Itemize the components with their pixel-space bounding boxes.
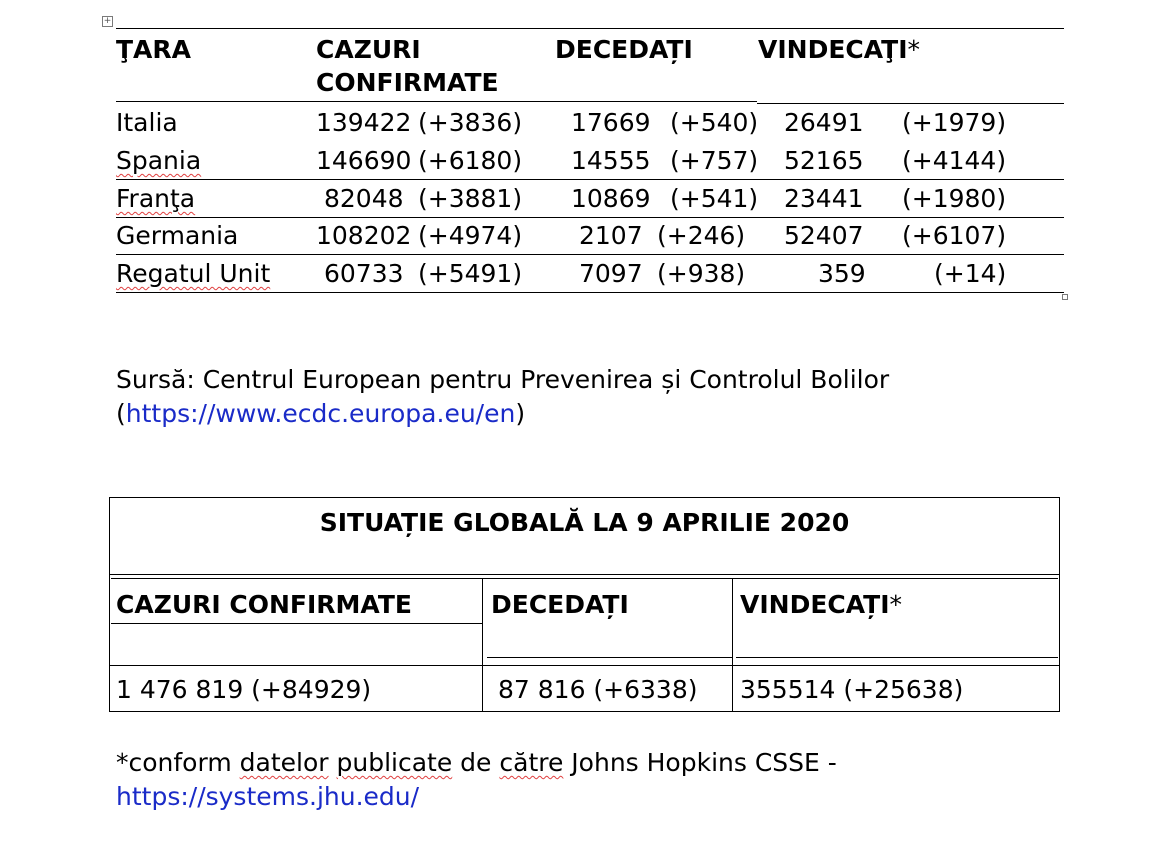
row-deaths-delta: (+246) — [657, 221, 746, 250]
header-deaths: DECEDAȚI — [491, 590, 629, 619]
row-deaths: 2107 — [579, 221, 643, 250]
column-border — [482, 578, 483, 711]
row-cases-delta: (+5491) — [418, 259, 523, 288]
row-recovered-delta: (+6107) — [902, 221, 1007, 250]
row-cases-delta: (+6180) — [418, 146, 523, 175]
row-recovered: 359 — [818, 259, 866, 288]
footnote-text: *conform datelor publicate de către Johns Hopkins CSSE - — [116, 748, 837, 777]
row-recovered-delta: (+14) — [934, 259, 1007, 288]
title-border — [111, 578, 1058, 579]
table-row-border — [116, 254, 1064, 255]
row-cases: 82048 — [324, 184, 404, 213]
jhu-link[interactable]: https://systems.jhu.edu/ — [116, 782, 420, 811]
value-recovered: 355514 (+25638) — [740, 675, 964, 704]
row-recovered: 23441 — [784, 184, 864, 213]
header-recovered: VINDECAŢI* — [758, 35, 921, 64]
header-country: ŢARA — [116, 35, 191, 64]
table-border-bottom — [109, 711, 1060, 712]
source-label: Sursă: Centrul European pentru Prevenirea și Controlul Bolilor — [116, 365, 890, 394]
row-deaths-delta: (+541) — [670, 184, 759, 213]
table-move-handle-icon[interactable]: + — [103, 16, 112, 26]
ecdc-link[interactable]: https://www.ecdc.europa.eu/en — [125, 399, 516, 428]
row-country: Italia — [116, 108, 178, 137]
row-deaths: 17669 — [571, 108, 651, 137]
header-recovered: VINDECAȚI* — [740, 590, 903, 619]
table-border-top — [109, 497, 1060, 498]
header-confirmed-cases: CAZURI CONFIRMATE — [116, 590, 412, 619]
header-border — [111, 623, 482, 624]
table-border-top — [116, 28, 1064, 29]
values-border-top — [109, 665, 1060, 666]
value-confirmed-cases: 1 476 819 (+84929) — [116, 675, 372, 704]
source-paragraph — [116, 363, 1016, 431]
row-cases: 146690 — [316, 146, 412, 175]
footnote — [116, 746, 1016, 814]
global-situation-table — [109, 497, 1060, 712]
row-deaths: 10869 — [571, 184, 651, 213]
table-row-border — [116, 179, 1064, 180]
row-country: Franţa — [116, 184, 196, 213]
row-country: Regatul Unit — [116, 259, 271, 288]
row-recovered: 52165 — [784, 146, 864, 175]
row-recovered: 26491 — [784, 108, 864, 137]
header-deaths: DECEDAȚI — [555, 35, 693, 64]
global-situation-title: SITUAȚIE GLOBALĂ LA 9 APRILIE 2020 — [319, 508, 850, 537]
table-row-border — [116, 217, 1064, 218]
row-deaths: 14555 — [571, 146, 651, 175]
table-header-border-right — [757, 103, 1064, 104]
row-deaths-delta: (+540) — [670, 108, 759, 137]
row-cases-delta: (+3836) — [418, 108, 523, 137]
table-resize-handle-icon[interactable] — [1062, 294, 1068, 300]
source-link-line: (https://www.ecdc.europa.eu/en) — [116, 399, 526, 428]
row-recovered: 52407 — [784, 221, 864, 250]
table-header-border-left — [116, 101, 757, 102]
row-deaths-delta: (+757) — [670, 146, 759, 175]
header-border — [487, 657, 732, 658]
row-cases-delta: (+3881) — [418, 184, 523, 213]
row-cases-delta: (+4974) — [418, 221, 523, 250]
row-recovered-delta: (+4144) — [902, 146, 1007, 175]
row-country: Spania — [116, 146, 202, 175]
table-border-bottom — [116, 292, 1064, 293]
row-recovered-delta: (+1979) — [902, 108, 1007, 137]
title-border — [109, 574, 1060, 575]
column-border — [732, 578, 733, 711]
header-confirmed-cases: CAZURI CONFIRMATE — [316, 35, 499, 97]
row-cases: 139422 — [316, 108, 412, 137]
row-country: Germania — [116, 221, 239, 250]
row-deaths: 7097 — [579, 259, 643, 288]
row-deaths-delta: (+938) — [657, 259, 746, 288]
row-recovered-delta: (+1980) — [902, 184, 1007, 213]
value-deaths: 87 816 (+6338) — [498, 675, 698, 704]
header-border — [736, 657, 1058, 658]
row-cases: 108202 — [316, 221, 412, 250]
countries-table — [116, 28, 1064, 294]
row-cases: 60733 — [324, 259, 404, 288]
